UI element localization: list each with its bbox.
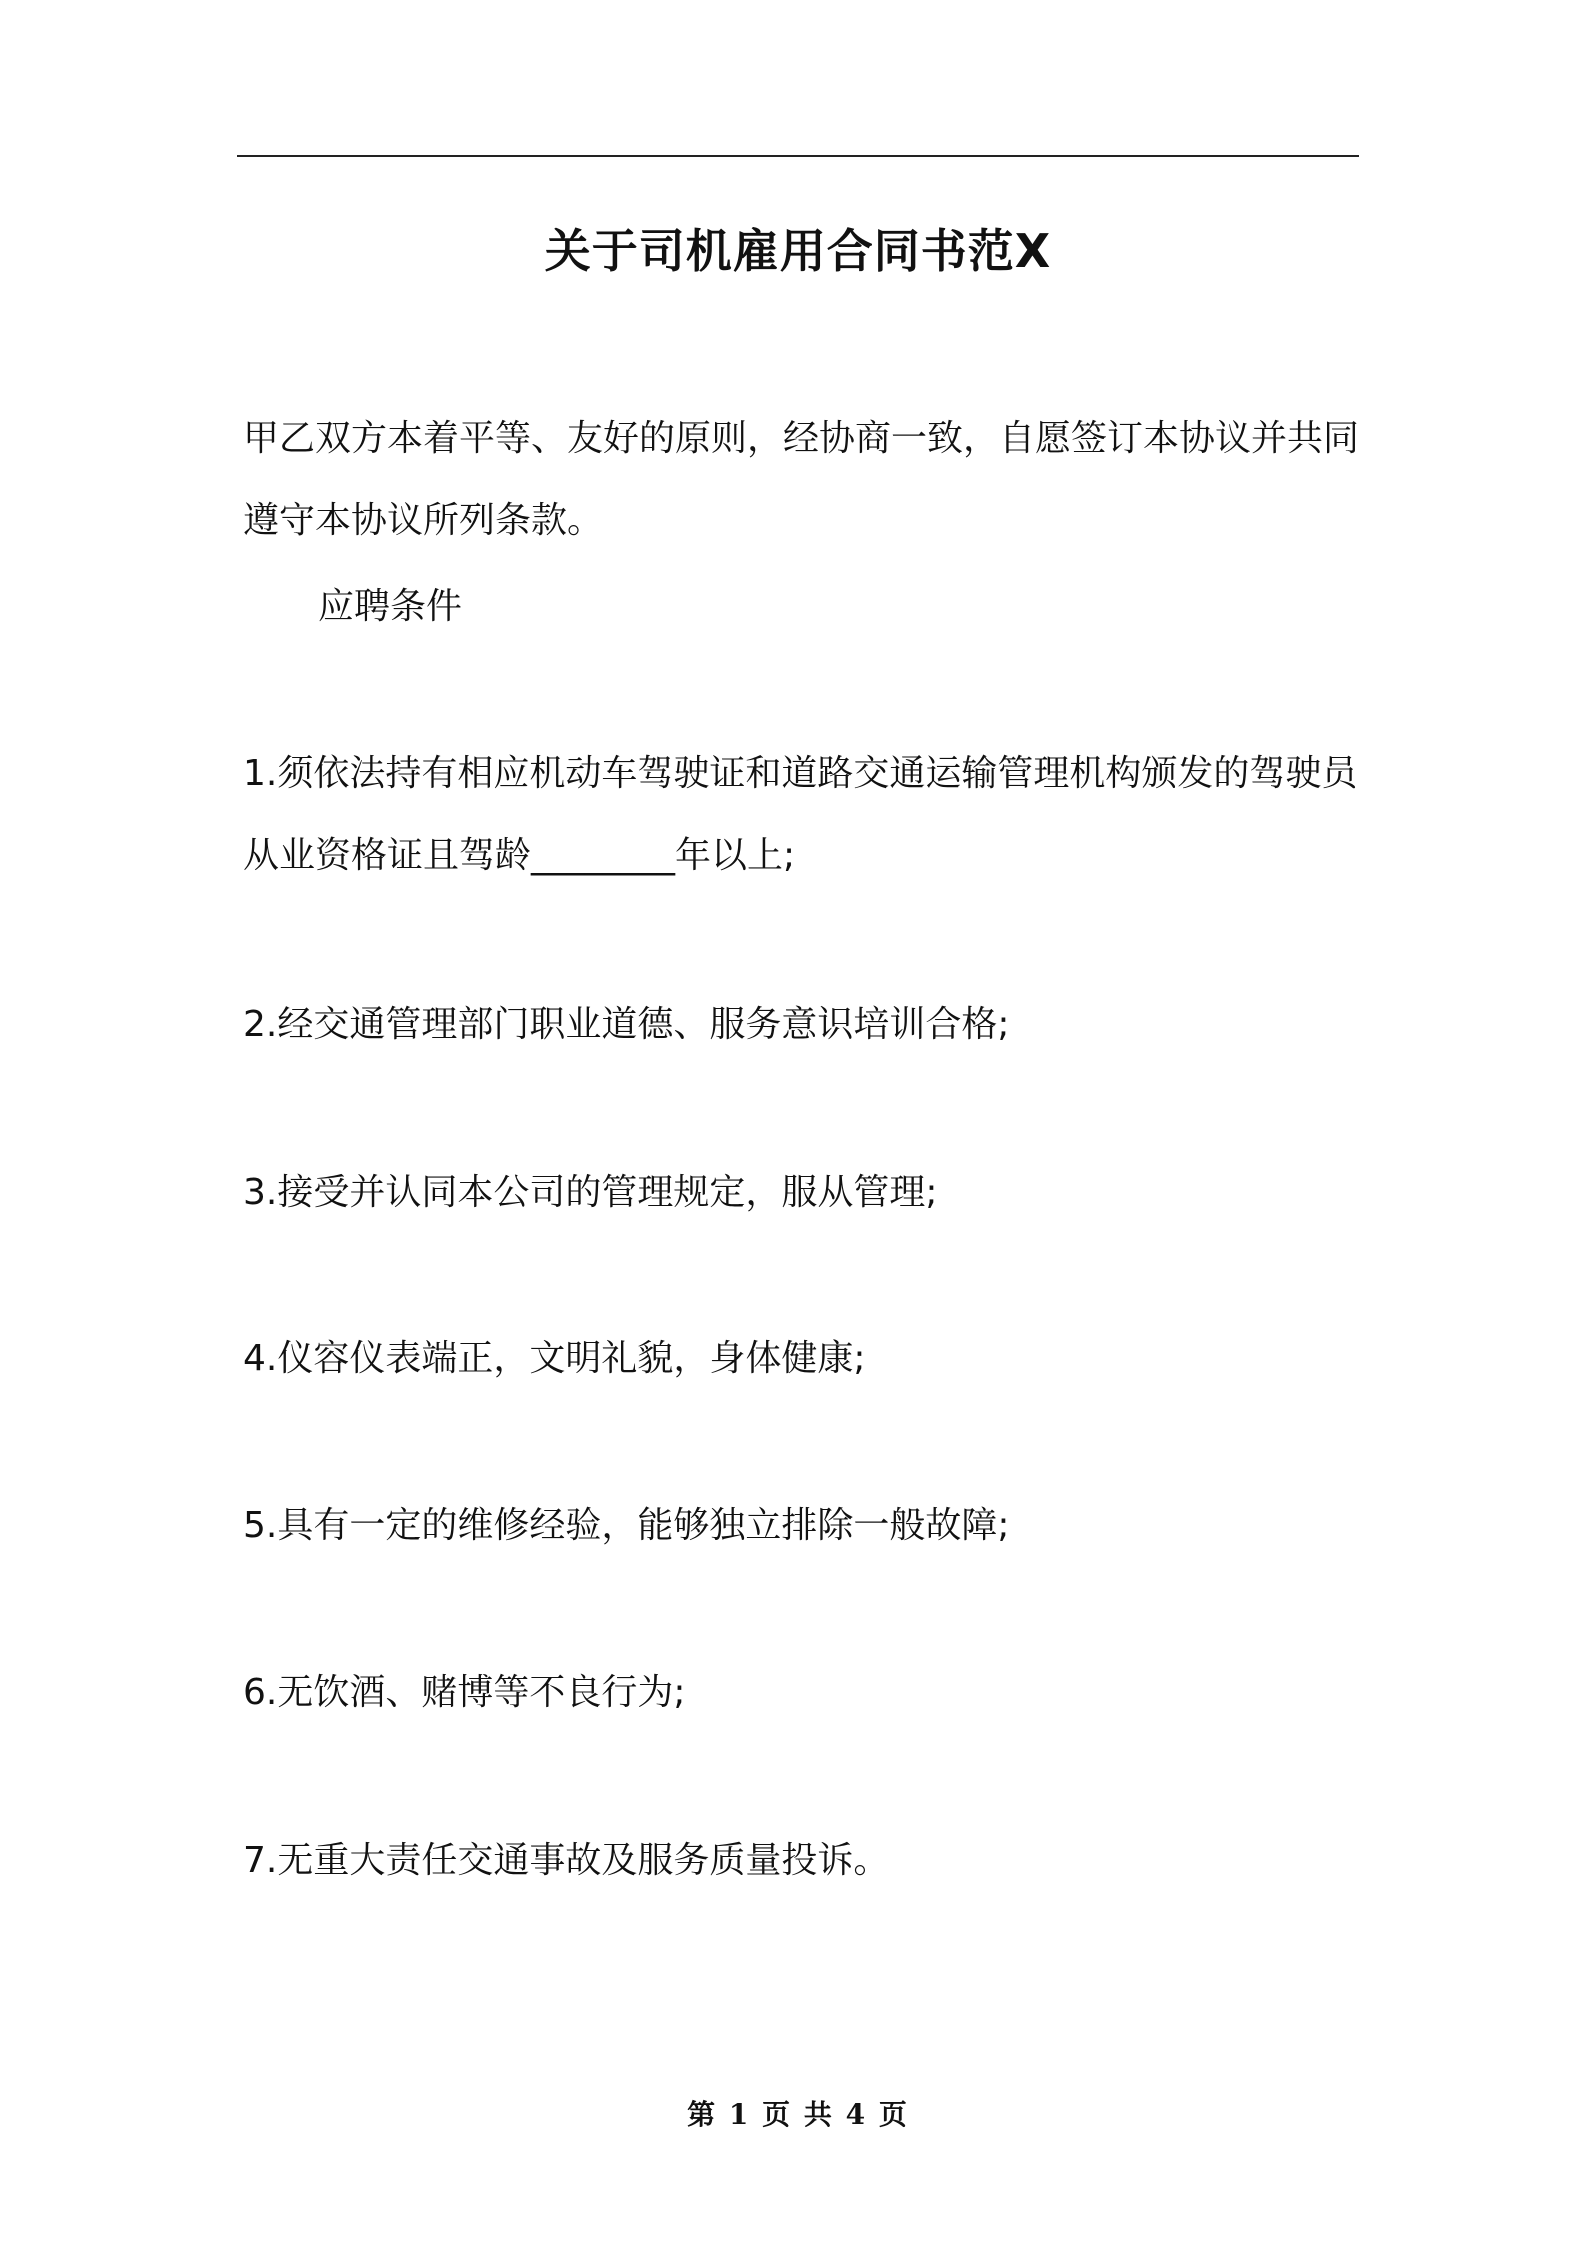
page-footer: 第 1 页 共 4 页 (687, 2098, 909, 2131)
header-rule (237, 155, 1359, 157)
clause-item: 5.具有一定的维修经验，能够独立排除一般故障; (243, 1505, 1010, 1546)
intro-paragraph: 甲乙双方本着平等、友好的原则，经协商一致，自愿签订本协议并共同遵守本协议所列条款。 (243, 418, 1360, 541)
clause-item: 1.须依法持有相应机动车驾驶证和道路交通运输管理机构颁发的驾驶员从业资格证且驾龄________年以上; (243, 753, 1358, 876)
section-heading: 应聘条件 (318, 586, 463, 627)
clause-item: 6.无饮酒、赌博等不良行为; (243, 1672, 686, 1713)
clause-item: 3.接受并认同本公司的管理规定，服从管理; (243, 1172, 938, 1213)
document-title: 关于司机雇用合同书范X (544, 224, 1052, 278)
clause-item: 2.经交通管理部门职业道德、服务意识培训合格; (243, 1004, 1010, 1045)
clause-item: 4.仪容仪表端正，文明礼貌，身体健康; (243, 1338, 866, 1379)
clause-item: 7.无重大责任交通事故及服务质量投诉。 (243, 1840, 890, 1881)
